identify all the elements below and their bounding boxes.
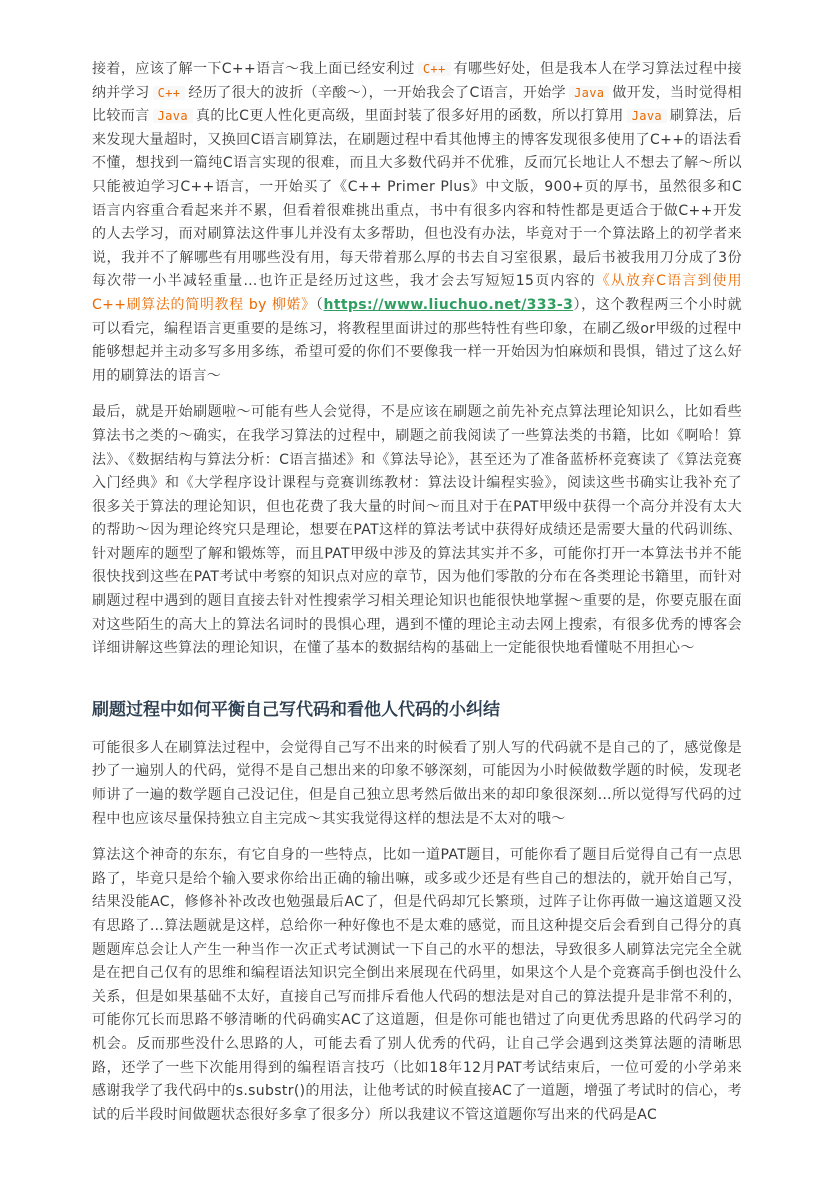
inline-code: Java xyxy=(153,109,193,123)
text-span: （ xyxy=(315,296,324,313)
text-span: 经历了很大的波折（辛酸～），一开始我会了C语言，开始学 xyxy=(188,84,567,101)
text-span: 接着，应该了解一下C++语言～我上面已经安利过 xyxy=(92,61,415,77)
tutorial-link[interactable]: 《从放弃C语言到使用C++刷算法的简明教程 by 柳婼》 xyxy=(92,273,742,313)
paragraph-start-practice: 最后，就是开始刷题啦～可能有些人会觉得，不是应该在刷题之前先补充点算法理论知识么，比如看些算法书之类的～确实，在我学习算法的过程中，刷题之前我阅读了一些算法类的书籍，比如《啊哈！算法》、《数据结构与算法分析：C语言描述》和《算法导论》，甚至还为了准备蓝桥杯竞赛读了《算法竞赛入门经典》和《大学程序设计课程与竞赛训练教材：算法设计编程实验》，阅读这些书确实让我补充了很多关于算法的理论知识，但也花费了我大量的时间～而且对于在PAT甲级中获得一个高分并没有太大的帮助～因为理论终究只是理论，想要在PAT这样的算法考试中获得好成绩还是需要大量的代码训练、针对题库的题型了解和锻炼等，而且PAT甲级中涉及的算法其实并不多，可能你打开一本算法书并不能很快找到这些在PAT考试中考察的知识点对应的章节，因为他们零散的分布在各类理论书籍里，而针对刷题过程中遇到的题目直接去针对性搜索学习相关理论知识也能很快地掌握～重要的是，你要克服在面对这些陌生的高大上的算法名词时的畏惧心理，遇到不懂的理论主动去网上搜索，有很多优秀的博客会详细讲解这些算法的理论知识，在懂了基本的数据结构的基础上一定能很快地看懂哒不用担心～ xyxy=(92,404,742,657)
text-span: 真的比C更人性化更高级，里面封装了很多好用的函数，所以打算用 xyxy=(195,108,624,125)
paragraph-algorithm-features: 算法这个神奇的东东，有它自身的一些特点，比如一道PAT题目，可能你看了题目后觉得自己有一点思路了，毕竟只是给个输入要求你给出正确的输出嘛，或多或少还是有些自己的想法的，就开始自己写，结果没能AC，修修补补改改也勉强最后AC了，但是代码却冗长繁琐，过阵子让你再做一遍这道题又没有思路了…算法题就是这样，总给你一种好像也不是太难的感觉，而且这种提交后会看到自己得分的真题题库总会让人产生一种当作一次正式考试测试一下自己的水平的想法，导致很多人刷算法完完全全就是在把自己仅有的思维和编程语法知识完全倒出来展现在代码里，如果这个人是个竞赛高手倒也没什么关系，但是如果基础不太好，直接自己写而排斥看他人代码的想法是对自己的算法提升是非常不利的，可能你冗长而思路不够清晰的代码确实AC了这道题，但是你可能也错过了向更优秀思路的代码学习的机会。反而那些没什么思路的人，可能去看了别人优秀的代码，让自己学会遇到这类算法题的清晰思路，还学了一些下次能用得到的编程语言技巧（比如18年12月PAT考试结束后，一位可爱的小学弟来感谢我学了我代码中的s.substr()的用法，让他考试的时候直接AC了一道题，增强了考试时的信心，考试的后半段时间做题状态很好多拿了很多分）所以我建议不管这道题你写出来的代码是AC xyxy=(92,847,742,1123)
text-span: 刷算法，后来发现大量超时，又换回C语言刷算法，在刷题过程中看其他博主的博客发现很多使用了C++的语法看不懂，想找到一篇纯C语言实现的很难，而且大多数代码并不优雅，反而冗长地让人不想去了解～所以只能被迫学习C++语言，一开始买了《C++ Primer Plus》中文版，900+页的厚书，虽然很多和C语言内容重合看起来并不累，但看着很难挑出重点，书中有很多内容和特性都是更适合于做C++开发的人去学习，而对刷算法这件事儿并没有太多帮助，但也没有办法，毕竟对于一个算法路上的初学者来说，我并不了解哪些有用哪些没有用，每天带着那么厚的书去自习室很累，最后书被我用刀分成了3份每次带一小半减轻重量…也许正是经历过这些，我才会去写短短15页内容的 xyxy=(92,108,742,290)
paragraph-cpp-learning xyxy=(92,58,742,388)
tutorial-url-link[interactable]: https://www.liuchuo.net/333-3 xyxy=(323,296,574,313)
inline-code: C++ xyxy=(153,86,186,100)
section-heading: 刷题过程中如何平衡自己写代码和看他人代码的小纠结 xyxy=(92,699,500,720)
inline-code: Java xyxy=(627,109,667,123)
text-span: 做开发，当时觉得相比较而言 xyxy=(92,84,742,125)
text-span: 有哪些好处，但是我本人在学习算法过程中接纳并学习 xyxy=(92,61,742,101)
inline-code: C++ xyxy=(418,62,451,76)
paragraph-own-code-dilemma: 可能很多人在刷算法过程中，会觉得自己写不出来的时候看了别人写的代码就不是自己的了，感觉像是抄了一遍别人的代码，觉得不是自己想出来的印象不够深刻，可能因为小时候做数学题的时候，发现老师讲了一遍的数学题自己没记住，但是自己独立思考然后做出来的却印象很深刻…所以觉得写代码的过程中也应该尽量保持独立自主完成～其实我觉得这样的想法是不太对的哦～ xyxy=(92,739,742,827)
inline-code: Java xyxy=(569,86,609,100)
text-span: ），这个教程两三个小时就可以看完，编程语言更重要的是练习，将教程里面讲过的那些特性有些印象，在刷乙级or甲级的过程中能够想起并主动多写多用多练，希望可爱的你们不要像我一样一开始因为怕麻烦和畏惧，错过了这么好用的刷算法的语言～ xyxy=(92,296,743,384)
